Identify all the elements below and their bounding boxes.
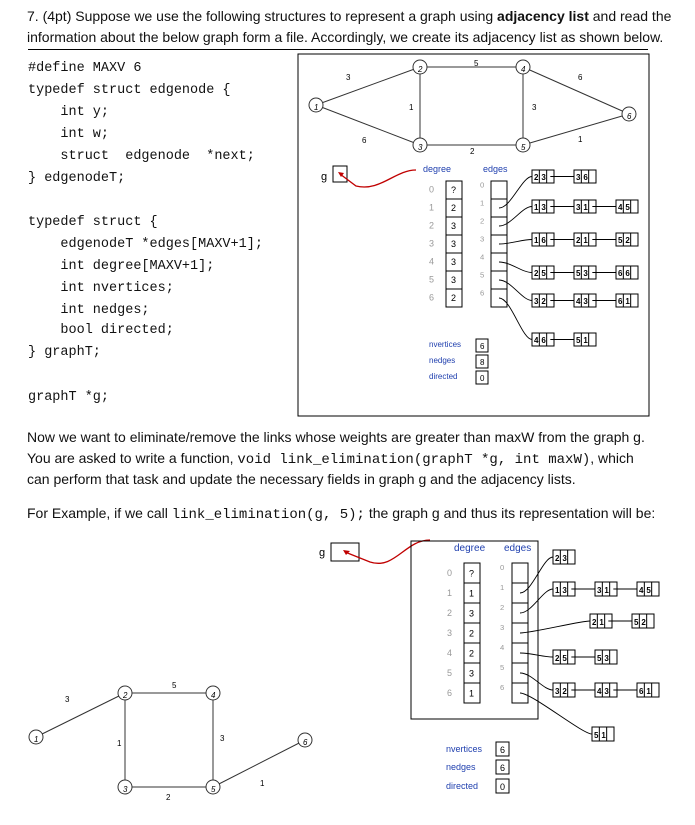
node-y: 3 [576,173,581,183]
node-y: 5 [576,269,581,279]
node-y: 4 [534,336,539,346]
node-y: 2 [555,553,560,563]
node-label: 4 [211,691,216,700]
code-line-13: } graphT; [28,345,101,360]
node-label: 1 [34,735,39,744]
code-line-14: graphT *g; [28,390,110,405]
nedges-value: 8 [480,358,485,367]
node-w: 1 [583,336,588,346]
nvertices-value: 6 [480,342,485,351]
degree-index: 6 [429,292,435,303]
node-label: 2 [123,691,128,700]
code-line-11: int nedges; [28,303,150,318]
code-line-10: int nvertices; [28,281,174,296]
weight-label: 2 [470,147,475,156]
node-w: 5 [541,269,546,279]
degree-index: 1 [429,202,435,213]
node-w: 5 [562,653,567,663]
g-label: g [321,171,328,183]
degree-index: 0 [447,568,453,578]
edges-index: 4 [500,643,505,652]
weight-label: 1 [117,739,122,748]
node-y: 6 [618,297,623,307]
example-code: link_elimination(g, 5); [171,507,365,523]
node-w: 1 [583,236,588,246]
node-y: 3 [534,297,539,307]
code-line-6: } edgenodeT; [28,171,126,186]
graph2-weights [65,681,265,802]
edges-index: 2 [500,603,505,612]
example-text-b: the graph g and thus its representation will be: [364,505,656,521]
node-y: 6 [639,686,644,696]
edges-index: 5 [480,270,485,280]
code-line-9: int degree[MAXV+1]; [28,259,215,274]
task-code: void link_elimination(graphT *g, int maxW) [237,452,591,468]
degree-value: 3 [451,221,457,232]
edges-header: edges [483,164,508,174]
node-w: 3 [541,203,546,213]
node-y: 5 [618,236,623,246]
node-w: 3 [583,269,588,279]
edges-cell [512,563,528,583]
degree-header: degree [423,164,452,174]
question-text-c: and read the [588,8,672,24]
node-y: 3 [597,585,602,595]
question-emphasis: adjacency list [497,8,589,24]
code-line-3: int y; [28,105,110,120]
node-y: 1 [555,585,560,595]
node-w: 6 [583,173,588,183]
weight-label: 6 [578,73,583,82]
edges-index: 6 [500,683,505,692]
node-y: 2 [576,236,581,246]
node-label: 6 [303,738,308,747]
node-w: 3 [562,585,567,595]
node-label: 5 [521,143,526,152]
node-label: 3 [418,143,423,152]
weight-label: 1 [578,135,583,144]
example-text-a: For Example, if we call [27,505,172,521]
task-text-a: You are asked to write a function, [27,450,238,466]
weight-label: 5 [172,681,177,690]
directed-value: 0 [480,374,485,383]
graph2-nodes [29,686,312,794]
node-w: 1 [583,203,588,213]
node-y: 4 [597,686,602,696]
code-line-5: struct edgenode *next; [28,149,255,164]
node-label: 2 [418,65,423,74]
node-label: 3 [123,785,128,794]
node-w: 1 [604,585,609,595]
code-line-12: bool directed; [28,323,174,338]
graph2-edges [36,693,305,787]
node-y: 5 [634,617,639,627]
node-y: 5 [594,730,599,740]
weight-label: 6 [362,136,367,145]
weight-label: 3 [346,73,351,82]
weight-label: 3 [65,695,70,704]
degree-index: 6 [447,688,453,698]
list-link [520,693,592,734]
weight-label: 1 [409,103,414,112]
node-w: 2 [562,686,567,696]
degree-value: 2 [469,628,475,639]
node-y: 4 [618,203,623,213]
edges-index: 3 [500,623,505,632]
degree2-header: degree [454,543,486,554]
node-y: 1 [534,236,539,246]
degree-value: ? [469,568,475,579]
node-y: 1 [534,203,539,213]
nvertices2-label: nvertices [446,744,483,754]
edges-index: 3 [480,234,485,244]
degree-value: 3 [469,668,475,679]
node-w: 3 [604,653,609,663]
weight-label: 3 [532,103,537,112]
weight-label: 5 [474,59,479,68]
degree-index: 5 [429,274,435,285]
node-y: 5 [576,336,581,346]
degree-index: 0 [429,184,435,195]
g2-label: g [319,547,326,559]
degree-index: 4 [429,256,435,267]
degree-index: 2 [447,608,453,618]
node-w: 3 [583,297,588,307]
node-y: 6 [618,269,623,279]
weight-label: 1 [260,779,265,788]
weight-label: 2 [166,793,171,802]
degree-value: 3 [451,257,457,268]
code-line-4: int w; [28,127,110,142]
node-w: 1 [625,297,630,307]
node-label: 4 [521,65,526,74]
degree-value: 3 [451,239,457,250]
nedges2-value: 6 [500,763,506,773]
question-line-2: information about the below graph form a file. Accordingly, we create its adjacency list as shown below. [27,29,664,45]
code-line-8: edgenodeT *edges[MAXV+1]; [28,237,263,252]
node-w: 6 [541,236,546,246]
node-label: 1 [314,103,319,112]
degree-index: 4 [447,648,453,658]
edges-index: 6 [480,288,485,298]
degree-value: 1 [469,588,475,599]
node-w: 3 [562,553,567,563]
degree-index: 1 [447,588,453,598]
node-w: 1 [599,617,604,627]
adjacency2-lists [520,550,659,741]
node-y: 2 [534,173,539,183]
directed2-label: directed [446,781,479,791]
degree-value: 2 [469,648,475,659]
weight-label: 3 [220,734,225,743]
edges-index: 2 [480,216,485,226]
code-line-1: #define MAXV 6 [28,61,142,76]
node-label: 6 [627,112,632,121]
edges-index: 4 [480,252,485,262]
nvertices-label: nvertices [429,340,462,349]
node-w: 1 [601,730,606,740]
degree-index: 2 [429,220,435,231]
degree-value: 1 [469,688,475,699]
node-w: 3 [541,173,546,183]
list-link [520,621,590,633]
degree-index: 5 [447,668,453,678]
node-w: 2 [625,236,630,246]
degree-value: ? [451,185,457,196]
edges-index: 0 [500,563,505,572]
node-y: 2 [534,269,539,279]
node-y: 4 [639,585,644,595]
task-line-1: Now we want to eliminate/remove the links whose weights are greater than maxW from the graph g. [27,429,645,445]
node-w: 6 [541,336,546,346]
task-text-b: , which [590,450,634,466]
node-y: 2 [555,653,560,663]
node-y: 5 [597,653,602,663]
node-label: 5 [211,785,216,794]
node-y: 2 [592,617,597,627]
node-w: 2 [541,297,546,307]
directed2-value: 0 [500,782,506,792]
node2-labels [34,691,308,794]
node-w: 2 [641,617,646,627]
node-y: 4 [576,297,581,307]
node-w: 3 [604,686,609,696]
degree-value: 3 [451,275,457,286]
question-text-a: 7. (4pt) Suppose we use the following structures to represent a graph using [27,8,498,24]
code-line-2: typedef struct edgenode { [28,83,231,98]
node-w: 5 [625,203,630,213]
edges-index: 1 [480,198,485,208]
degree-value: 2 [451,203,457,214]
degree-value: 2 [451,293,457,304]
degree-index: 3 [429,238,435,249]
edges2-header: edges [504,543,532,554]
code-line-7: typedef struct { [28,215,158,230]
directed-label: directed [429,372,458,381]
node-w: 5 [646,585,651,595]
nedges2-label: nedges [446,762,476,772]
degree-index: 3 [447,628,453,638]
node-y: 3 [576,203,581,213]
degree-value: 3 [469,608,475,619]
node-w: 1 [646,686,651,696]
nvertices2-value: 6 [500,745,506,755]
task-line-3: can perform that task and update the necessary fields in graph g and the adjacency lists. [27,471,576,487]
node-w: 6 [625,269,630,279]
edges-index: 5 [500,663,505,672]
degree2-column [447,563,480,703]
nedges-label: nedges [429,356,456,365]
edges-index: 0 [480,180,485,190]
edges-index: 1 [500,583,505,592]
node-y: 3 [555,686,560,696]
